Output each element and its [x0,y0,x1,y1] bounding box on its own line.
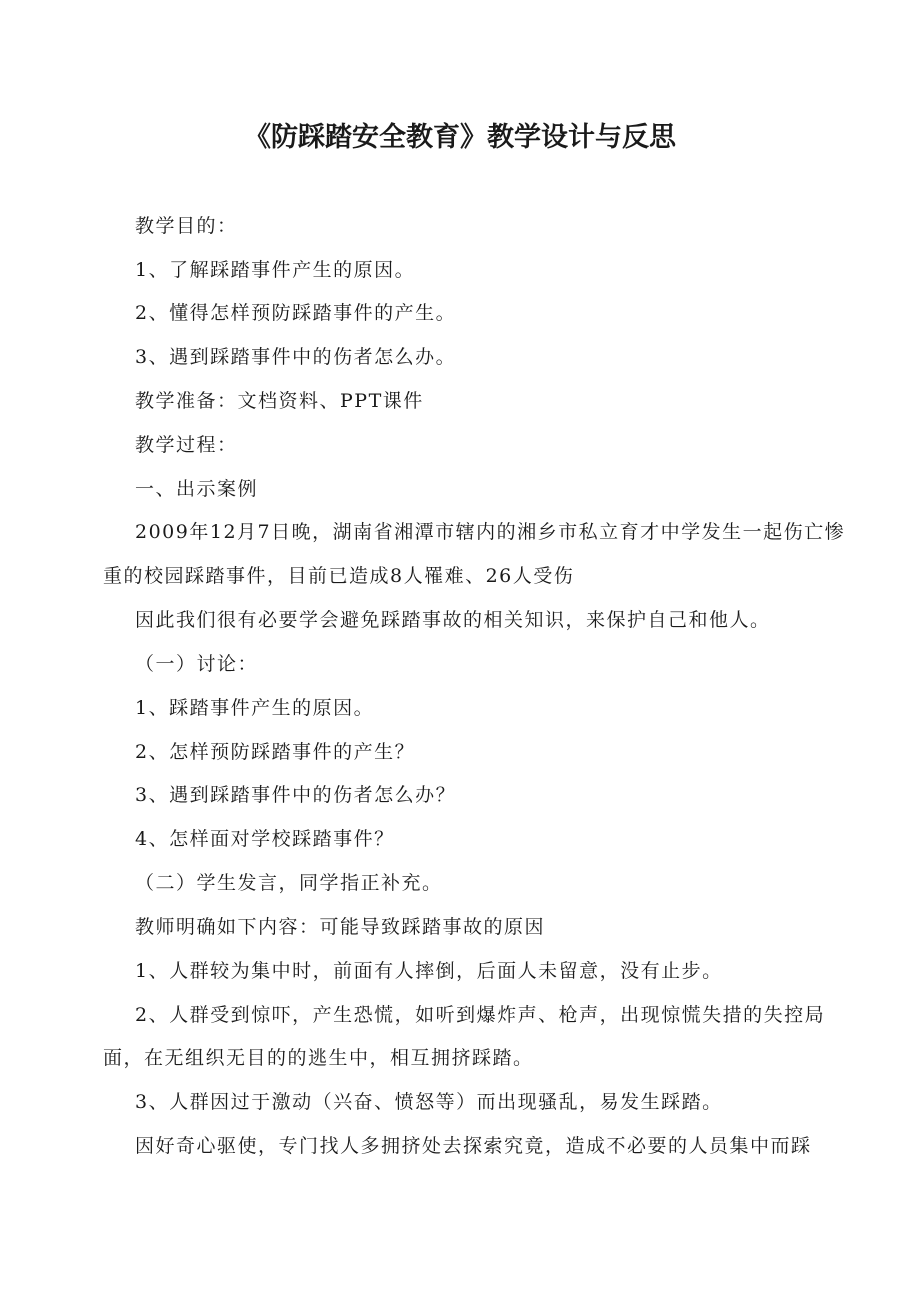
section-heading-process: 教学过程： [135,434,238,456]
objective-item-3: 3、遇到踩踏事件中的伤者怎么办。 [135,346,457,368]
discussion-item-4: 4、怎样面对学校踩踏事件？ [135,828,395,850]
objective-item-1: 1、了解踩踏事件产生的原因。 [135,259,416,281]
subheading-case: 一、出示案例 [135,478,259,500]
discussion-item-3: 3、遇到踩踏事件中的伤者怎么办？ [135,784,457,806]
cause-item-3: 3、人群因过于激动（兴奋、愤怒等）而出现骚乱，易发生踩踏。 [135,1091,723,1113]
subheading-student-speech: （二）学生发言，同学指正补充。 [135,872,443,894]
discussion-item-1: 1、踩踏事件产生的原因。 [135,697,375,719]
cause-item-2-line-1: 2、人群受到惊吓，产生恐慌，如听到爆炸声、枪声，出现惊慌失措的失控局 [135,1004,826,1026]
teacher-clarification: 教师明确如下内容：可能导致踩踏事故的原因 [135,916,546,938]
summary-paragraph: 因此我们很有必要学会避免踩踏事故的相关知识，来保护自己和他人。 [135,609,771,631]
cause-item-1: 1、人群较为集中时，前面有人摔倒，后面人未留意，没有止步。 [135,960,723,982]
subheading-discussion: （一）讨论： [135,653,259,675]
section-heading-objectives: 教学目的： [135,215,238,237]
case-paragraph-line-1: 2009年12月7日晚，湖南省湘潭市辖内的湘乡市私立育才中学发生一起伤亡惨 [135,521,846,543]
document-title: 《防踩踏安全教育》教学设计与反思 [244,122,676,153]
cause-item-2-line-2: 面，在无组织无目的的逃生中，相互拥挤踩踏。 [103,1047,534,1069]
objective-item-2: 2、懂得怎样预防踩踏事件的产生。 [135,302,457,324]
cause-paragraph-curiosity: 因好奇心驱使，专门找人多拥挤处去探索究竟，造成不必要的人员集中而踩 [135,1135,812,1157]
case-paragraph-line-2: 重的校园踩踏事件，目前已造成8人罹难、26人受伤 [103,565,575,587]
discussion-item-2: 2、怎样预防踩踏事件的产生？ [135,741,416,763]
preparation-line: 教学准备：文档资料、PPT课件 [135,390,424,412]
